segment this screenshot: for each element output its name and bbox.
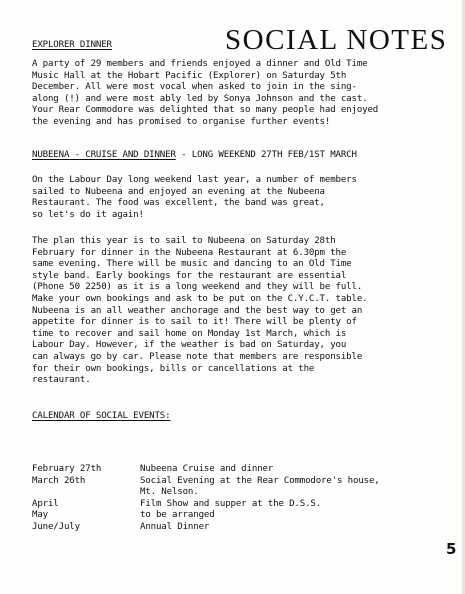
paragraph-line: restaurant. (32, 375, 91, 386)
paragraph-line: Nubeena is an all weather anchorage and the best way to get an (32, 305, 363, 316)
calendar-row (32, 464, 442, 476)
calendar-row (32, 499, 442, 511)
event-line: Film Show and supper at the D.S.S. (140, 498, 322, 509)
event-line: Social Evening at the Rear Commodore's house, (140, 475, 380, 486)
event-description (140, 510, 442, 522)
event-line: Nubeena Cruise and dinner (140, 464, 274, 474)
explorer-dinner-paragraph (32, 59, 444, 129)
paragraph-line: appetite for dinner is to sail to it! There will be plenty of (32, 317, 357, 328)
nubeena-paragraph-1 (32, 175, 444, 221)
page-title: SOCIAL NOTES (225, 24, 448, 56)
event-description (140, 499, 442, 511)
paragraph-line: along (!) and were most ably led by Sonya Johnson and the cast. (32, 93, 368, 104)
paragraph-line: same evening. There will be music and dancing to an Old Time (32, 259, 352, 270)
event-date: March 26th (32, 475, 86, 486)
calendar-row (32, 522, 442, 534)
nubeena-paragraph-2 (32, 236, 444, 387)
calendar-heading: CALENDAR OF SOCIAL EVENTS: (32, 411, 171, 421)
calendar-row (32, 510, 442, 522)
event-description (140, 522, 442, 534)
explorer-dinner-heading: EXPLORER DINNER (32, 40, 112, 50)
paragraph-line: style band. Early bookings for the restaurant are essential (32, 270, 347, 281)
event-line: to be arranged (140, 510, 215, 521)
event-line: Annual Dinner (140, 521, 210, 532)
paragraph-line: sailed to Nubeena and enjoyed an evening at the Nubeena (32, 186, 325, 197)
event-date: April (32, 498, 59, 509)
paragraph-line: February for dinner in the Nubeena Restaurant at 6.30pm the (32, 247, 347, 258)
nubeena-heading-line (32, 150, 357, 162)
paragraph-line: On the Labour Day long weekend last year, a number of members (32, 175, 357, 185)
page-number: 5 (446, 540, 457, 558)
event-date: May (32, 510, 48, 521)
calendar-row (32, 476, 442, 499)
paragraph-line: the evening and has promised to organise further events! (32, 116, 331, 127)
nubeena-heading: NUBEENA - CRUISE AND DINNER (32, 150, 176, 160)
paragraph-line: December. All were most vocal when asked to join in the sing- (32, 82, 357, 93)
calendar-list (32, 464, 442, 534)
paragraph-line: time to recover and sail home on Monday 1st March, which is (32, 328, 347, 339)
paragraph-line: A party of 29 members and friends enjoyed a dinner and Old Time (32, 59, 368, 69)
paragraph-line: Labour Day. However, if the weather is bad on Saturday, you (32, 340, 347, 351)
paragraph-line: can always go by car. Please note that members are responsible (32, 351, 363, 362)
event-line: Mt. Nelson. (140, 487, 199, 498)
paragraph-line: Make your own bookings and ask to be put on the C.Y.C.T. table. (32, 293, 368, 304)
event-description (140, 476, 442, 499)
paragraph-line: so let's do it again! (32, 209, 144, 220)
paragraph-line: Restaurant. The food was excellent, the band was great, (32, 198, 325, 209)
paragraph-line: for their own bookings, bills or cancellations at the (32, 363, 315, 374)
paragraph-line: Music Hall at the Hobart Pacific (Explorer) on Saturday 5th (32, 70, 347, 81)
event-description (140, 464, 442, 476)
paragraph-line: Your Rear Commodore was delighted that so many people had enjoyed (32, 105, 379, 116)
paragraph-line: (Phone 50 2250) as it is a long weekend and they will be full. (32, 282, 363, 293)
event-date: February 27th (32, 464, 102, 474)
paragraph-line: The plan this year is to sail to Nubeena on Saturday 28th (32, 236, 336, 246)
nubeena-heading-dates: - LONG WEEKEND 27TH FEB/1ST MARCH (175, 150, 357, 160)
event-date: June/July (32, 521, 80, 532)
